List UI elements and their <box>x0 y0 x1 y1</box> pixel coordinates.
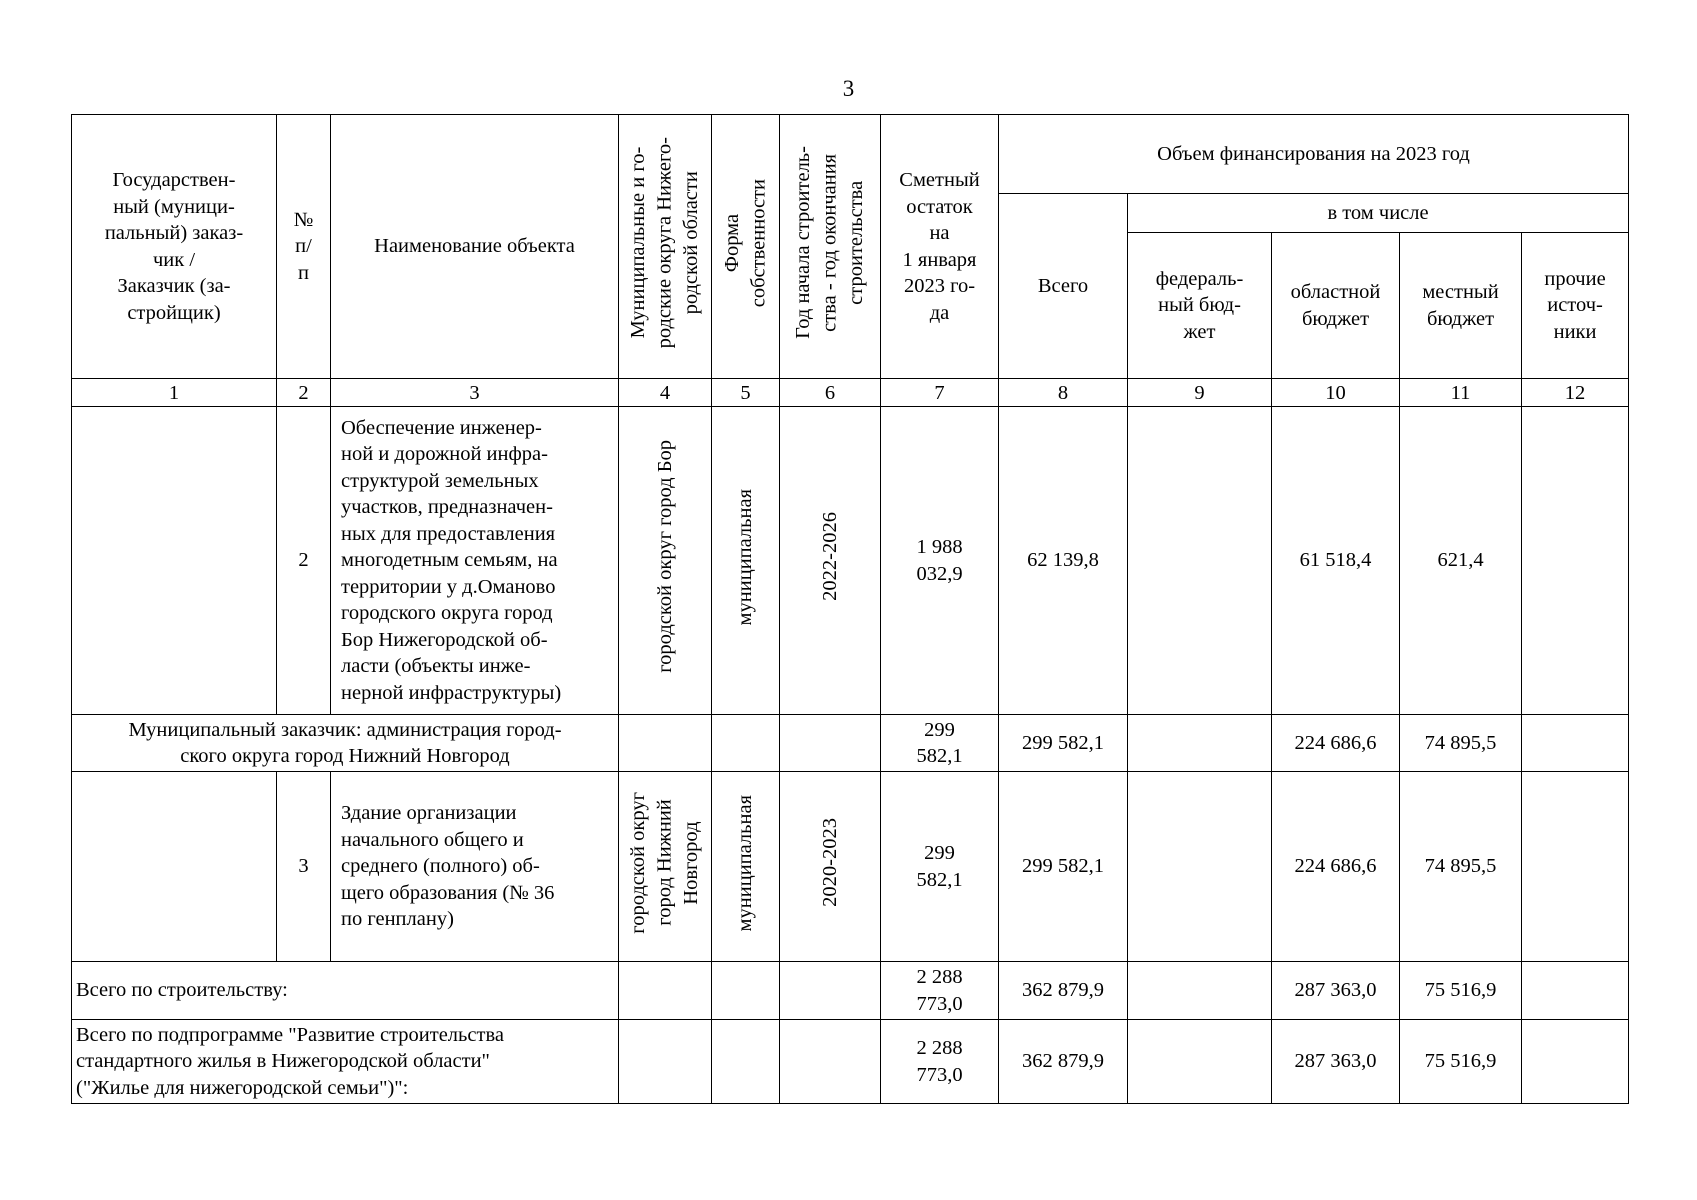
object-local: 74 895,5 <box>1400 772 1522 962</box>
column-number: 3 <box>331 379 619 407</box>
header-ownership-text: Форма собственности <box>721 178 770 307</box>
object-name-text: Здание организации начального общего и среднего (полного) об- щего образования (№ 36 по генплану) <box>341 802 555 931</box>
column-number: 2 <box>277 379 331 407</box>
object-estimate <box>881 772 999 962</box>
total-construction-estimate-text: 2 288 773,0 <box>916 966 963 1015</box>
empty-cell <box>780 715 881 772</box>
object-federal <box>1128 407 1272 715</box>
object-name-text: Обеспечение инженер- ной и дорожной инфра- структурой земельных участков, предназначен- ных для предоставления многодетным семьям, на территории у д.Оманово городского округа город Бор Нижегородской об- ласти (объекты инже- нерной инфраструктуры) <box>341 416 562 704</box>
column-number: 7 <box>881 379 999 407</box>
header-estimate <box>881 115 999 379</box>
empty-cell <box>1128 715 1272 772</box>
object-ownership <box>712 407 780 715</box>
customer-label-text: Муниципальный заказчик: администрация город- ского округа город Нижний Новгород <box>128 718 562 767</box>
column-number: 9 <box>1128 379 1272 407</box>
customer-estimate-text: 299 582,1 <box>916 718 963 767</box>
object-total: 299 582,1 <box>999 772 1128 962</box>
column-number: 5 <box>712 379 780 407</box>
object-regional: 224 686,6 <box>1272 772 1400 962</box>
customer-total: 299 582,1 <box>999 715 1128 772</box>
header-customer-text: Государствен- ный (муници- пальный) заказ- чик / Заказчик (за- стройщик) <box>104 169 244 324</box>
object-municipality-text: городской округ город Нижний Новгород <box>627 791 703 934</box>
header-federal <box>1128 233 1272 379</box>
total-subprogram-label <box>72 1020 619 1104</box>
object-no: 2 <box>277 407 331 715</box>
object-years-text: 2022-2026 <box>818 512 841 602</box>
header-regional-text: областной бюджет <box>1290 281 1381 330</box>
total-construction-total: 362 879,9 <box>999 962 1128 1020</box>
column-number: 6 <box>780 379 881 407</box>
total-construction-label: Всего по строительству: <box>72 962 619 1020</box>
column-number: 1 <box>72 379 277 407</box>
empty-cell <box>1522 715 1629 772</box>
column-number: 12 <box>1522 379 1629 407</box>
empty-cell <box>619 1020 712 1104</box>
object-estimate-text: 299 582,1 <box>916 842 963 891</box>
total-construction-row <box>72 962 1629 1020</box>
total-subprogram-estimate <box>881 1020 999 1104</box>
column-number: 4 <box>619 379 712 407</box>
empty-cell <box>712 715 780 772</box>
header-regional <box>1272 233 1400 379</box>
header-including <box>1128 194 1629 233</box>
header-row-1 <box>72 115 1629 194</box>
header-no-text: № п/ п <box>293 208 314 284</box>
empty-cell <box>1522 772 1629 962</box>
total-construction-estimate <box>881 962 999 1020</box>
empty-cell <box>1522 962 1629 1020</box>
header-name-text: Наименование объекта <box>374 235 575 258</box>
customer-local: 74 895,5 <box>1400 715 1522 772</box>
total-subprogram-label-text: Всего по подпрограмме "Развитие строительства стандартного жилья в Нижегородской области" ("Жилье для нижегородской семьи")": <box>76 1023 504 1099</box>
empty-cell <box>780 962 881 1020</box>
object-municipality <box>619 772 712 962</box>
header-federal-text: федераль- ный бюд- жет <box>1155 267 1244 343</box>
empty-cell <box>712 962 780 1020</box>
object-total: 62 139,8 <box>999 407 1128 715</box>
object-municipality <box>619 407 712 715</box>
header-local-text: местный бюджет <box>1422 281 1499 330</box>
total-construction-regional: 287 363,0 <box>1272 962 1400 1020</box>
object-years-text: 2020-2023 <box>818 818 841 908</box>
object-regional: 61 518,4 <box>1272 407 1400 715</box>
empty-cell <box>780 1020 881 1104</box>
empty-cell <box>619 715 712 772</box>
customer-row <box>72 715 1629 772</box>
header-customer <box>72 115 277 379</box>
header-total-text: Всего <box>1037 274 1089 297</box>
customer-cell-empty <box>72 407 277 715</box>
object-row-2 <box>72 407 1629 715</box>
header-municipality <box>619 115 712 379</box>
object-ownership-text: муниципальная <box>734 794 757 931</box>
empty-cell <box>619 962 712 1020</box>
header-other-text: прочие источ- ники <box>1544 267 1606 343</box>
object-row-3 <box>72 772 1629 962</box>
object-local: 621,4 <box>1400 407 1522 715</box>
header-no <box>277 115 331 379</box>
customer-label <box>72 715 619 772</box>
customer-cell-empty <box>72 772 277 962</box>
customer-estimate <box>881 715 999 772</box>
empty-cell <box>1128 772 1272 962</box>
object-no: 3 <box>277 772 331 962</box>
object-estimate <box>881 407 999 715</box>
total-construction-local: 75 516,9 <box>1400 962 1522 1020</box>
object-name <box>331 407 619 715</box>
total-subprogram-regional: 287 363,0 <box>1272 1020 1400 1104</box>
header-years <box>780 115 881 379</box>
object-years <box>780 407 881 715</box>
header-ownership <box>712 115 780 379</box>
column-number: 11 <box>1400 379 1522 407</box>
financing-table <box>71 114 1629 1104</box>
object-estimate-text: 1 988 032,9 <box>916 536 963 585</box>
column-numbers-row <box>72 379 1629 407</box>
object-ownership-text: муниципальная <box>734 488 757 625</box>
total-subprogram-local: 75 516,9 <box>1400 1020 1522 1104</box>
header-including-text: в том числе <box>1327 201 1429 224</box>
header-funding-title-text: Объем финансирования на 2023 год <box>1157 142 1470 165</box>
total-subprogram-row <box>72 1020 1629 1104</box>
column-number: 10 <box>1272 379 1400 407</box>
object-other <box>1522 407 1629 715</box>
header-other <box>1522 233 1629 379</box>
empty-cell <box>1522 1020 1629 1104</box>
header-municipality-text: Муниципальные и го- родские округа Нижего- родской области <box>627 137 703 349</box>
customer-regional: 224 686,6 <box>1272 715 1400 772</box>
empty-cell <box>1128 1020 1272 1104</box>
header-funding-title <box>999 115 1629 194</box>
total-subprogram-estimate-text: 2 288 773,0 <box>916 1037 963 1086</box>
column-number: 8 <box>999 379 1128 407</box>
object-years <box>780 772 881 962</box>
header-local <box>1400 233 1522 379</box>
header-estimate-text: Сметный остаток на 1 января 2023 го- да <box>899 169 980 324</box>
page-number: 3 <box>842 76 855 101</box>
object-name <box>331 772 619 962</box>
object-municipality-text: городской округ город Бор <box>653 440 676 674</box>
object-ownership <box>712 772 780 962</box>
header-name <box>331 115 619 379</box>
empty-cell <box>1128 962 1272 1020</box>
header-total <box>999 194 1128 379</box>
total-subprogram-total: 362 879,9 <box>999 1020 1128 1104</box>
header-years-text: Год начала строитель- ства - год окончания строительства <box>792 146 868 340</box>
empty-cell <box>712 1020 780 1104</box>
